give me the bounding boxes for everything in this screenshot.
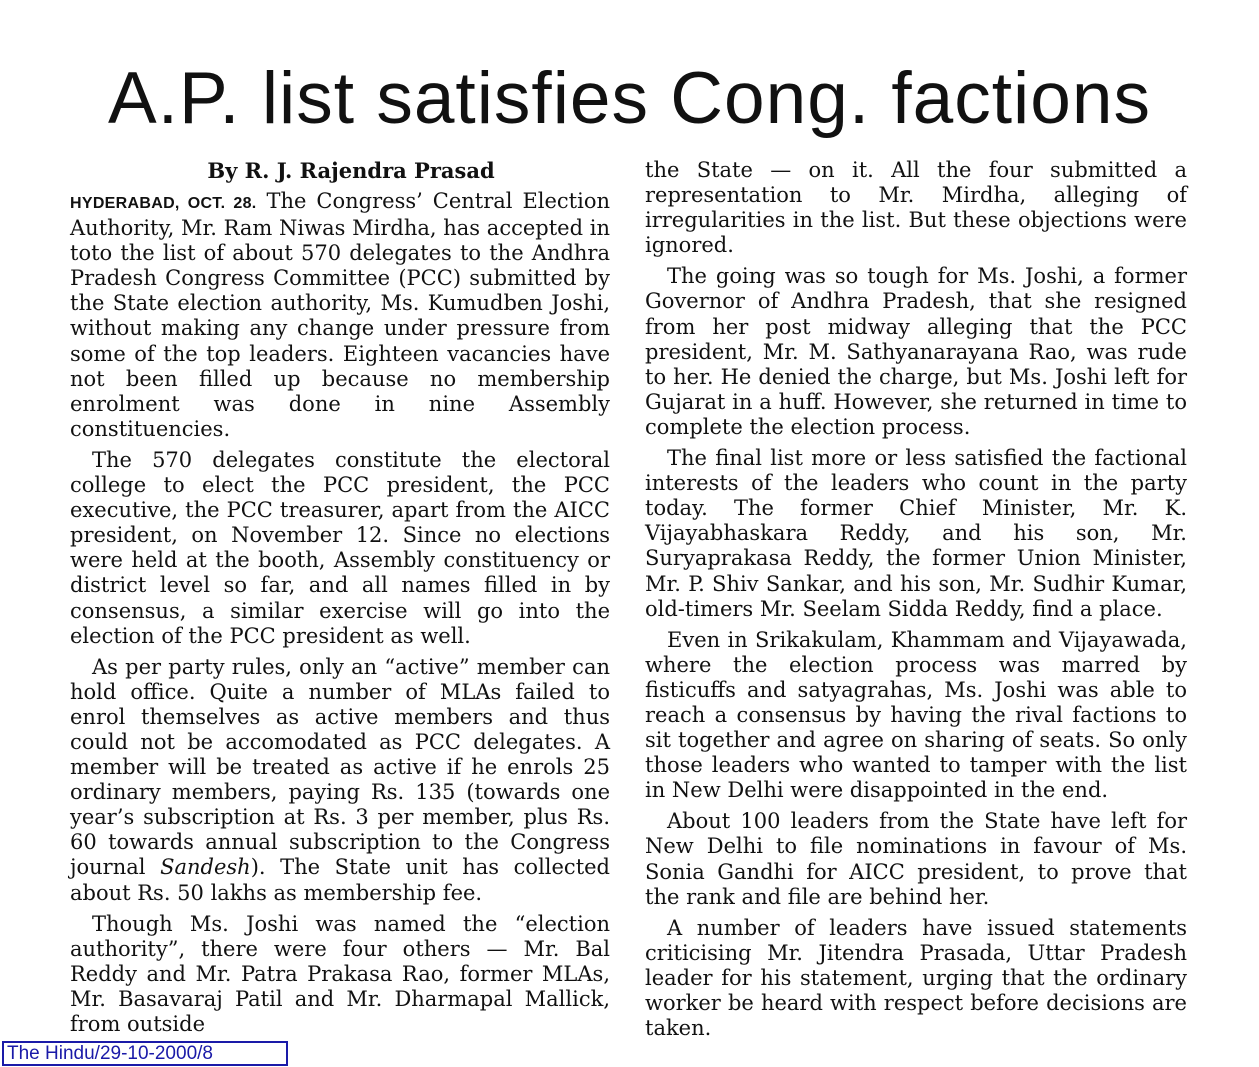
paragraph-5: The going was so tough for Ms. Joshi, a former Governor of Andhra Pradesh, that she resigned from her post midway alleging that the PCC president, Mr. M. Sathyanarayana Rao, was rude to her. He denied the charge, but Ms. Joshi left for Gujarat in a huff. However, she returned in time to complete the election process. bbox=[645, 264, 1187, 439]
paragraph-1 bbox=[70, 189, 610, 442]
journal-name: Sandesh bbox=[160, 855, 251, 880]
dateline: HYDERABAD, OCT. 28. bbox=[70, 195, 257, 212]
paragraph-3-text-b: ). The State unit has collected about Rs. 50 lakhs as membership fee. bbox=[70, 855, 610, 905]
paragraph-4: Though Ms. Joshi was named the “election authority”, there were four others — Mr. Bal Reddy and Mr. Patra Prakasa Rao, former MLAs, Mr. Basavaraj Patil and Mr. Dharmapal Mallick, from outside bbox=[70, 911, 610, 1036]
paragraph-2: The 570 delegates constitute the electoral college to elect the PCC president, the PCC executive, the PCC treasurer, apart from the AICC president, on November 12. Since no elections were held at the booth, Assembly constituency or district level so far, and all names filled in by consensus, a similar exercise will go into the election of the PCC president as well. bbox=[70, 447, 610, 648]
paragraph-3-text-a: As per party rules, only an “active” member can hold office. Quite a number of MLAs failed to enrol themselves as active members and thus could not be accomodated as PCC delegates. A member will be treated as active if he enrols 25 ordinary members, paying Rs. 135 (towards one year’s subscription at Rs. 3 per member, plus Rs. 60 towards annual subscription to the Congress journal bbox=[70, 654, 610, 880]
article-column-left bbox=[70, 158, 610, 1043]
article-column-right bbox=[645, 158, 1187, 1047]
paragraph-3 bbox=[70, 655, 610, 906]
paragraph-4-continued: the State — on it. All the four submitted a representation to Mr. Mirdha, alleging of irregularities in the list. But these objections were ignored. bbox=[645, 158, 1187, 258]
paragraph-9: A number of leaders have issued statements criticising Mr. Jitendra Prasada, Uttar Pradesh leader for his statement, urging that the ordinary worker be heard with respect before decisions are taken. bbox=[645, 915, 1187, 1041]
paragraph-1-text: The Congress’ Central Election Authority, Mr. Ram Niwas Mirdha, has accepted in toto the list of about 570 delegates to the Andhra Pradesh Congress Committee (PCC) submitted by the State election authority, Ms. Kumudben Joshi, without making any change under pressure from some of the top leaders. Eighteen vacancies have not been filled up because no membership enrolment was done in nine Assembly constituencies. bbox=[70, 189, 611, 441]
article-headline: A.P. list satisfies Cong. factions bbox=[108, 58, 1151, 139]
article-byline: By R. J. Rajendra Prasad bbox=[207, 158, 495, 183]
paragraph-7: Even in Srikakulam, Khammam and Vijayawada, where the election process was marred by fisticuffs and satyagrahas, Ms. Joshi was able to reach a consensus by having the rival factions to sit together and agree on sharing of seats. So only those leaders who wanted to tamper with the list in New Delhi were disappointed in the end. bbox=[645, 627, 1187, 803]
source-citation-box: The Hindu/29-10-2000/8 bbox=[2, 1041, 288, 1066]
paragraph-8: About 100 leaders from the State have left for New Delhi to file nominations in favour of Ms. Sonia Gandhi for AICC president, to prove that the rank and file are behind her. bbox=[645, 809, 1187, 909]
paragraph-6: The final list more or less satisfied the factional interests of the leaders who count in the party today. The former Chief Minister, Mr. K. Vijayabhaskara Reddy, and his son, Mr. Suryaprakasa Reddy, the former Union Minister, Mr. P. Shiv Sankar, and his son, Mr. Sudhir Kumar, old-timers Mr. Seelam Sidda Reddy, find a place. bbox=[645, 446, 1187, 621]
